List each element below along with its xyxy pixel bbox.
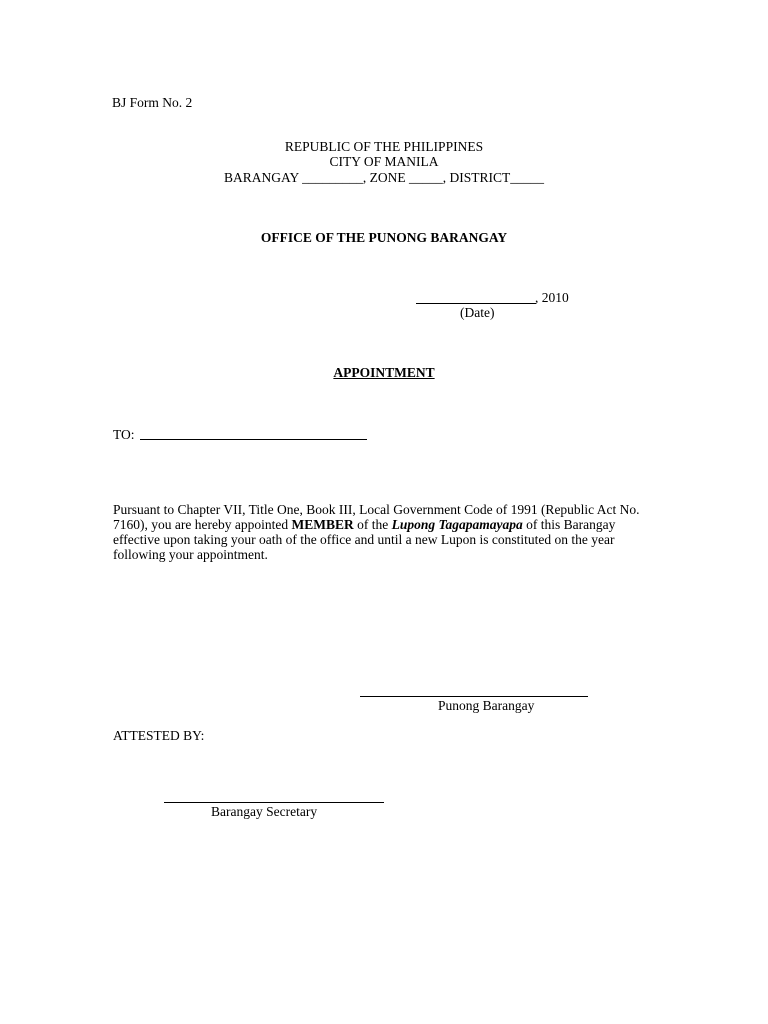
body-part-1: Pursuant to Chapter VII, Title One, Book III, Local Government Code of 1991 (Republic Act No. 7160), you are hereby appointed [113, 502, 640, 532]
date-year: , 2010 [535, 290, 569, 305]
form-number: BJ Form No. 2 [112, 95, 193, 110]
to-blank-line [140, 439, 367, 440]
barangay-secretary-signature-line [164, 802, 384, 803]
attested-by-label: ATTESTED BY: [113, 728, 205, 743]
header-republic: REPUBLIC OF THE PHILIPPINES [284, 139, 484, 154]
header-barangay-zone-district: BARANGAY _________, ZONE _____, DISTRICT_____ [223, 170, 544, 185]
appointment-paragraph [113, 502, 658, 562]
body-part-3: of this Barangay effective upon taking your oath of the office and until a new Lupon is constituted on the year following your appointment. [113, 517, 616, 562]
body-part-2: of the [353, 517, 392, 532]
barangay-secretary-label: Barangay Secretary [211, 804, 318, 819]
punong-barangay-label: Punong Barangay [438, 698, 535, 713]
lupon-term: Lupong Tagapamayapa [391, 517, 523, 532]
to-label: TO: [113, 427, 135, 442]
document-title: APPOINTMENT [333, 365, 435, 380]
header-city: CITY OF MANILA [329, 154, 439, 169]
date-caption: (Date) [460, 305, 495, 320]
member-term: MEMBER [291, 517, 354, 532]
punong-barangay-signature-line [360, 696, 588, 697]
date-blank-line [416, 303, 536, 304]
office-title: OFFICE OF THE PUNONG BARANGAY [260, 230, 508, 245]
